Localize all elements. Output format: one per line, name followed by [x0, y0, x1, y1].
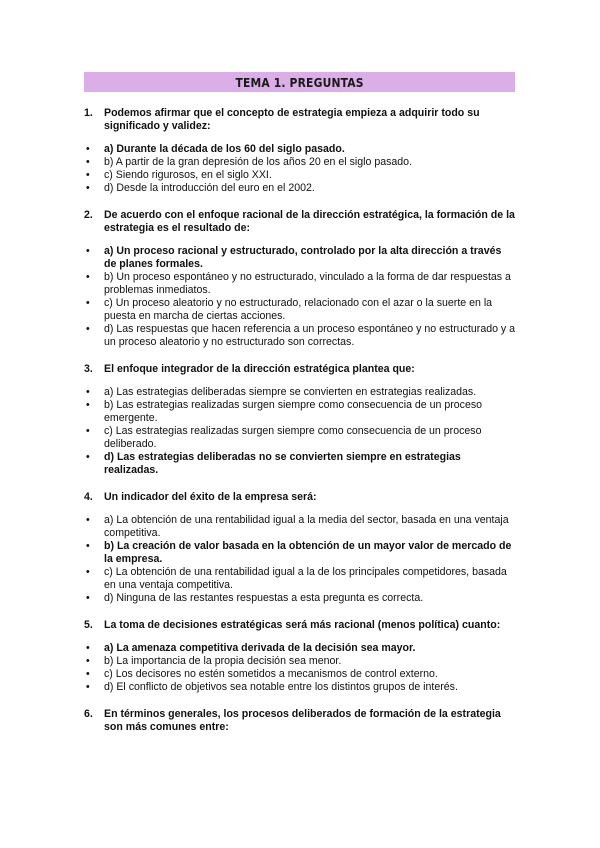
answer-option-correct: [84, 451, 516, 477]
bullet-icon: •: [86, 655, 90, 667]
answer-option-text: a) Las estrategias deliberadas siempre se convierten en estrategias realizadas.: [104, 386, 477, 398]
question-number: 6.: [84, 708, 93, 720]
bullet-icon: •: [86, 592, 90, 604]
answer-option: [84, 399, 516, 425]
answer-option: [84, 681, 516, 694]
question-number: 4.: [84, 491, 93, 503]
answer-option-text: b) Un proceso espontáneo y no estructurado, vinculado a la forma de dar respuestas a problemas inmediatos.: [104, 271, 511, 296]
question-5: [84, 619, 516, 694]
answer-option: [84, 271, 516, 297]
question-number: 5.: [84, 619, 93, 631]
question-heading: [84, 619, 516, 632]
answer-option-text: a) Un proceso racional y estructurado, controlado por la alta dirección a través de planes formales.: [104, 245, 502, 270]
question-2: [84, 209, 516, 349]
answer-option-text: b) La creación de valor basada en la obtención de un mayor valor de mercado de la empresa.: [104, 540, 512, 565]
bullet-icon: •: [86, 425, 90, 437]
answer-option: [84, 655, 516, 668]
bullet-icon: •: [86, 143, 90, 155]
question-number: 2.: [84, 209, 93, 221]
bullet-icon: •: [86, 169, 90, 181]
bullet-icon: •: [86, 642, 90, 654]
answer-option-correct: [84, 245, 516, 271]
answer-option-text: c) Los decisores no estén sometidos a mecanismos de control externo.: [104, 668, 438, 680]
answer-option-text: c) Un proceso aleatorio y no estructurado, relacionado con el azar o la suerte en la puesta en marcha de ciertas acciones.: [104, 297, 493, 322]
bullet-icon: •: [86, 451, 90, 463]
question-text: En términos generales, los procesos deliberados de formación de la estrategia son más comunes entre:: [104, 708, 501, 733]
question-text: De acuerdo con el enfoque racional de la dirección estratégica, la formación de la estrategia es el resultado de:: [104, 209, 515, 234]
answer-option: [84, 425, 516, 451]
answer-options: [84, 514, 516, 605]
bullet-icon: •: [86, 323, 90, 335]
answer-option-correct: [84, 540, 516, 566]
bullet-icon: •: [86, 271, 90, 283]
answer-option-text: a) La amenaza competitiva derivada de la decisión sea mayor.: [104, 642, 416, 654]
bullet-icon: •: [86, 245, 90, 257]
question-heading: [84, 363, 516, 376]
question-heading: [84, 209, 516, 235]
answer-option-text: c) Siendo rigurosos, en el siglo XXI.: [104, 169, 272, 181]
answer-option-text: d) El conflicto de objetivos sea notable entre los distintos grupos de interés.: [104, 681, 458, 693]
answer-option-text: b) Las estrategias realizadas surgen siempre como consecuencia de un proceso emergente.: [104, 399, 483, 424]
answer-options: [84, 143, 516, 195]
answer-option-correct: [84, 642, 516, 655]
bullet-icon: •: [86, 156, 90, 168]
question-heading: [84, 491, 516, 504]
answer-option-text: b) La importancia de la propia decisión sea menor.: [104, 655, 342, 667]
question-number: 3.: [84, 363, 93, 375]
question-1: [84, 107, 516, 195]
answer-option-text: d) Ninguna de las restantes respuestas a esta pregunta es correcta.: [104, 592, 424, 604]
question-3: [84, 363, 516, 477]
bullet-icon: •: [86, 540, 90, 552]
answer-option-text: d) Las estrategias deliberadas no se convierten siempre en estrategias realizadas.: [104, 451, 461, 476]
answer-option: [84, 169, 516, 182]
answer-option-text: c) La obtención de una rentabilidad igual a la de los principales competidores, basada en una ventaja competitiva.: [104, 566, 507, 591]
answer-option: [84, 592, 516, 605]
question-text: Podemos afirmar que el concepto de estrategia empieza a adquirir todo su significado y validez:: [104, 107, 480, 132]
answer-options: [84, 386, 516, 477]
bullet-icon: •: [86, 182, 90, 194]
question-6: [84, 708, 516, 734]
question-heading: [84, 708, 516, 734]
answer-option: [84, 386, 516, 399]
answer-option-text: b) A partir de la gran depresión de los años 20 en el siglo pasado.: [104, 156, 413, 168]
bullet-icon: •: [86, 681, 90, 693]
question-text: La toma de decisiones estratégicas será más racional (menos política) cuanto:: [104, 619, 501, 631]
answer-options: [84, 642, 516, 694]
question-4: [84, 491, 516, 605]
answer-options: [84, 245, 516, 349]
answer-option: [84, 182, 516, 195]
bullet-icon: •: [86, 399, 90, 411]
bullet-icon: •: [86, 566, 90, 578]
page-title: TEMA 1. PREGUNTAS: [235, 74, 364, 90]
answer-option: [84, 566, 516, 592]
answer-option-text: d) Desde la introducción del euro en el 2002.: [104, 182, 315, 194]
question-number: 1.: [84, 107, 93, 119]
answer-option: [84, 514, 516, 540]
bullet-icon: •: [86, 297, 90, 309]
answer-option-text: c) Las estrategias realizadas surgen siempre como consecuencia de un proceso deliberado.: [104, 425, 482, 450]
bullet-icon: •: [86, 386, 90, 398]
answer-option: [84, 297, 516, 323]
question-heading: [84, 107, 516, 133]
answer-option-text: d) Las respuestas que hacen referencia a un proceso espontáneo y no estructurado y a un proceso aleatorio y no estructurado son correctas.: [104, 323, 516, 348]
question-text: Un indicador del éxito de la empresa será:: [104, 491, 317, 503]
answer-option: [84, 323, 516, 349]
title-banner: [84, 72, 515, 92]
answer-option: [84, 156, 516, 169]
question-text: El enfoque integrador de la dirección estratégica plantea que:: [104, 363, 415, 375]
bullet-icon: •: [86, 668, 90, 680]
answer-option-correct: [84, 143, 516, 156]
questions-list: [84, 107, 516, 748]
bullet-icon: •: [86, 514, 90, 526]
answer-option-text: a) La obtención de una rentabilidad igual a la media del sector, basada en una ventaja competitiva.: [104, 514, 509, 539]
answer-option: [84, 668, 516, 681]
answer-option-text: a) Durante la década de los 60 del siglo pasado.: [104, 143, 345, 155]
